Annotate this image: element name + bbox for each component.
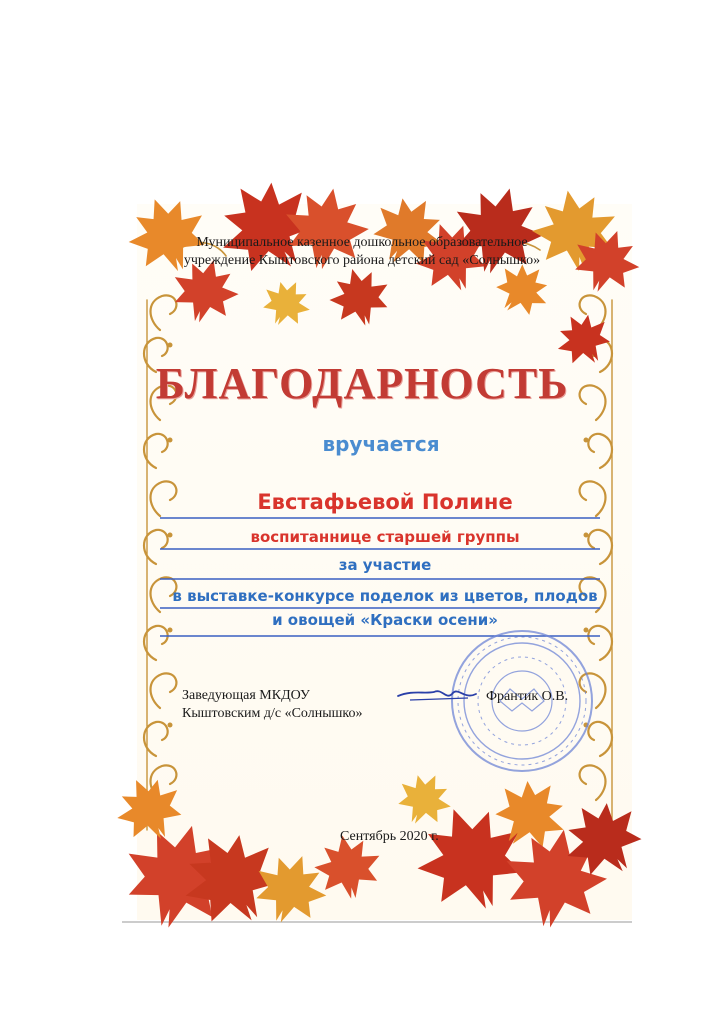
certificate-title: БЛАГОДАРНОСТЬ: [155, 359, 569, 408]
signatory-position-line-2: Кыштовским д/с «Солнышко»: [182, 706, 363, 721]
awarded-label: вручается: [322, 432, 440, 456]
recipient-role: воспитаннице старшей группы: [250, 528, 520, 546]
organization-line-2: учреждение Кыштовского района детский сад «Солнышко»: [183, 253, 541, 268]
contest-line-2: и овощей «Краски осени»: [272, 611, 498, 629]
issue-date: Сентябрь 2020 г.: [340, 829, 439, 844]
signatory-name: Франтик О.В.: [486, 689, 569, 704]
for-label: за участие: [338, 556, 432, 574]
contest-line-1: в выставке-конкурсе поделок из цветов, плодов: [172, 587, 598, 605]
recipient-name: Евстафьевой Полине: [257, 490, 513, 514]
organization-line-1: Муниципальное казенное дошкольное образовательное: [196, 235, 528, 250]
signatory-position-line-1: Заведующая МКДОУ: [182, 688, 310, 703]
